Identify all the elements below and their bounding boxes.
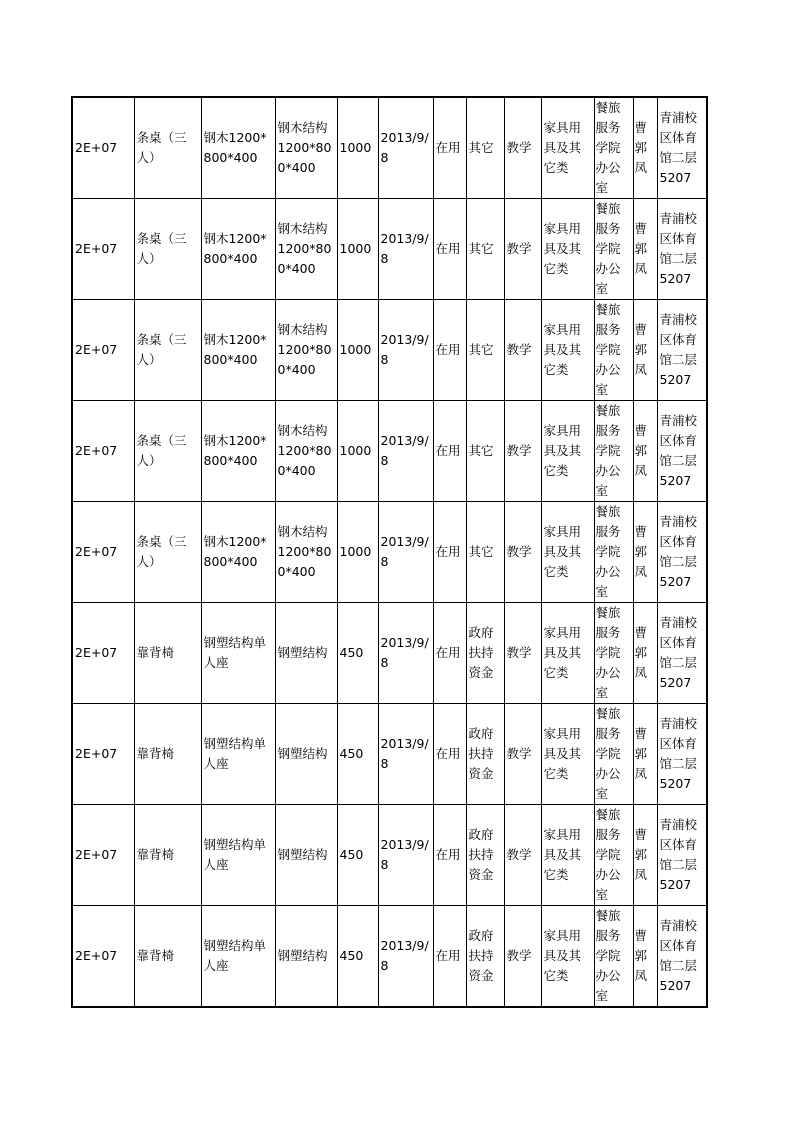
location-cell: 青浦校区体育馆二层5207 (657, 704, 707, 805)
table-row (72, 401, 707, 502)
asset-name-cell: 条桌（三人） (134, 502, 201, 603)
asset-name-cell: 条桌（三人） (134, 97, 201, 199)
asset-price-cell: 1000 (337, 502, 378, 603)
asset-spec-cell: 钢木结构1200*800*400 (275, 401, 337, 502)
custodian-cell: 曹郭凤 (633, 401, 657, 502)
purpose-cell: 教学 (504, 502, 541, 603)
asset-price-cell: 450 (337, 805, 378, 906)
purchase-date-cell: 2013/9/8 (378, 97, 433, 199)
asset-category-cell: 家具用具及其它类 (541, 906, 594, 1008)
department-cell: 餐旅服务学院办公室 (594, 401, 633, 502)
purchase-date-cell: 2013/9/8 (378, 906, 433, 1008)
asset-code-cell: 2E+07 (72, 906, 134, 1008)
asset-category-cell: 家具用具及其它类 (541, 603, 594, 704)
purchase-date-cell: 2013/9/8 (378, 502, 433, 603)
funding-source-cell: 其它 (466, 502, 504, 603)
purchase-date-cell: 2013/9/8 (378, 704, 433, 805)
purchase-date-cell: 2013/9/8 (378, 603, 433, 704)
asset-price-cell: 450 (337, 704, 378, 805)
asset-model-cell: 钢木1200*800*400 (201, 401, 275, 502)
funding-source-cell: 政府扶持资金 (466, 906, 504, 1008)
asset-model-cell: 钢塑结构单人座 (201, 603, 275, 704)
department-cell: 餐旅服务学院办公室 (594, 97, 633, 199)
location-cell: 青浦校区体育馆二层5207 (657, 906, 707, 1008)
custodian-cell: 曹郭凤 (633, 906, 657, 1008)
asset-spec-cell: 钢木结构1200*800*400 (275, 199, 337, 300)
asset-category-cell: 家具用具及其它类 (541, 805, 594, 906)
asset-spec-cell: 钢塑结构 (275, 906, 337, 1008)
custodian-cell: 曹郭凤 (633, 805, 657, 906)
funding-source-cell: 其它 (466, 97, 504, 199)
purpose-cell: 教学 (504, 97, 541, 199)
custodian-cell: 曹郭凤 (633, 704, 657, 805)
asset-category-cell: 家具用具及其它类 (541, 502, 594, 603)
asset-name-cell: 靠背椅 (134, 906, 201, 1008)
asset-spec-cell: 钢塑结构 (275, 603, 337, 704)
asset-category-cell: 家具用具及其它类 (541, 300, 594, 401)
location-cell: 青浦校区体育馆二层5207 (657, 300, 707, 401)
table-row (72, 502, 707, 603)
funding-source-cell: 其它 (466, 300, 504, 401)
department-cell: 餐旅服务学院办公室 (594, 906, 633, 1008)
purchase-date-cell: 2013/9/8 (378, 401, 433, 502)
asset-name-cell: 条桌（三人） (134, 401, 201, 502)
asset-spec-cell: 钢木结构1200*800*400 (275, 502, 337, 603)
asset-price-cell: 1000 (337, 199, 378, 300)
asset-spec-cell: 钢塑结构 (275, 704, 337, 805)
usage-status-cell: 在用 (433, 906, 466, 1008)
purpose-cell: 教学 (504, 906, 541, 1008)
asset-price-cell: 450 (337, 906, 378, 1008)
purpose-cell: 教学 (504, 300, 541, 401)
location-cell: 青浦校区体育馆二层5207 (657, 199, 707, 300)
table-row (72, 906, 707, 1008)
purpose-cell: 教学 (504, 603, 541, 704)
usage-status-cell: 在用 (433, 603, 466, 704)
table-row (72, 603, 707, 704)
asset-price-cell: 1000 (337, 401, 378, 502)
custodian-cell: 曹郭凤 (633, 300, 657, 401)
asset-price-cell: 1000 (337, 300, 378, 401)
purpose-cell: 教学 (504, 704, 541, 805)
asset-model-cell: 钢塑结构单人座 (201, 906, 275, 1008)
usage-status-cell: 在用 (433, 97, 466, 199)
usage-status-cell: 在用 (433, 401, 466, 502)
custodian-cell: 曹郭凤 (633, 199, 657, 300)
department-cell: 餐旅服务学院办公室 (594, 300, 633, 401)
funding-source-cell: 政府扶持资金 (466, 704, 504, 805)
department-cell: 餐旅服务学院办公室 (594, 199, 633, 300)
asset-price-cell: 450 (337, 603, 378, 704)
custodian-cell: 曹郭凤 (633, 502, 657, 603)
asset-name-cell: 靠背椅 (134, 704, 201, 805)
usage-status-cell: 在用 (433, 300, 466, 401)
asset-model-cell: 钢塑结构单人座 (201, 704, 275, 805)
department-cell: 餐旅服务学院办公室 (594, 502, 633, 603)
asset-code-cell: 2E+07 (72, 401, 134, 502)
asset-model-cell: 钢塑结构单人座 (201, 805, 275, 906)
asset-spec-cell: 钢塑结构 (275, 805, 337, 906)
asset-name-cell: 靠背椅 (134, 805, 201, 906)
purpose-cell: 教学 (504, 805, 541, 906)
asset-code-cell: 2E+07 (72, 300, 134, 401)
purpose-cell: 教学 (504, 199, 541, 300)
purchase-date-cell: 2013/9/8 (378, 300, 433, 401)
location-cell: 青浦校区体育馆二层5207 (657, 502, 707, 603)
table-row (72, 300, 707, 401)
funding-source-cell: 其它 (466, 199, 504, 300)
asset-category-cell: 家具用具及其它类 (541, 401, 594, 502)
asset-code-cell: 2E+07 (72, 704, 134, 805)
asset-code-cell: 2E+07 (72, 97, 134, 199)
usage-status-cell: 在用 (433, 704, 466, 805)
funding-source-cell: 政府扶持资金 (466, 805, 504, 906)
usage-status-cell: 在用 (433, 502, 466, 603)
table-row (72, 97, 707, 199)
department-cell: 餐旅服务学院办公室 (594, 704, 633, 805)
asset-code-cell: 2E+07 (72, 805, 134, 906)
asset-table-body (72, 97, 707, 1007)
usage-status-cell: 在用 (433, 199, 466, 300)
asset-model-cell: 钢木1200*800*400 (201, 97, 275, 199)
asset-name-cell: 靠背椅 (134, 603, 201, 704)
usage-status-cell: 在用 (433, 805, 466, 906)
asset-code-cell: 2E+07 (72, 603, 134, 704)
department-cell: 餐旅服务学院办公室 (594, 805, 633, 906)
location-cell: 青浦校区体育馆二层5207 (657, 401, 707, 502)
asset-model-cell: 钢木1200*800*400 (201, 502, 275, 603)
asset-category-cell: 家具用具及其它类 (541, 97, 594, 199)
purpose-cell: 教学 (504, 401, 541, 502)
asset-price-cell: 1000 (337, 97, 378, 199)
location-cell: 青浦校区体育馆二层5207 (657, 805, 707, 906)
asset-model-cell: 钢木1200*800*400 (201, 199, 275, 300)
asset-category-cell: 家具用具及其它类 (541, 704, 594, 805)
table-row (72, 704, 707, 805)
purchase-date-cell: 2013/9/8 (378, 805, 433, 906)
asset-spec-cell: 钢木结构1200*800*400 (275, 97, 337, 199)
asset-name-cell: 条桌（三人） (134, 199, 201, 300)
asset-model-cell: 钢木1200*800*400 (201, 300, 275, 401)
asset-code-cell: 2E+07 (72, 502, 134, 603)
funding-source-cell: 政府扶持资金 (466, 603, 504, 704)
custodian-cell: 曹郭凤 (633, 97, 657, 199)
asset-name-cell: 条桌（三人） (134, 300, 201, 401)
custodian-cell: 曹郭凤 (633, 603, 657, 704)
funding-source-cell: 其它 (466, 401, 504, 502)
purchase-date-cell: 2013/9/8 (378, 199, 433, 300)
location-cell: 青浦校区体育馆二层5207 (657, 97, 707, 199)
table-row (72, 805, 707, 906)
location-cell: 青浦校区体育馆二层5207 (657, 603, 707, 704)
asset-code-cell: 2E+07 (72, 199, 134, 300)
table-row (72, 199, 707, 300)
department-cell: 餐旅服务学院办公室 (594, 603, 633, 704)
asset-category-cell: 家具用具及其它类 (541, 199, 594, 300)
asset-spec-cell: 钢木结构1200*800*400 (275, 300, 337, 401)
asset-table (71, 96, 708, 1008)
